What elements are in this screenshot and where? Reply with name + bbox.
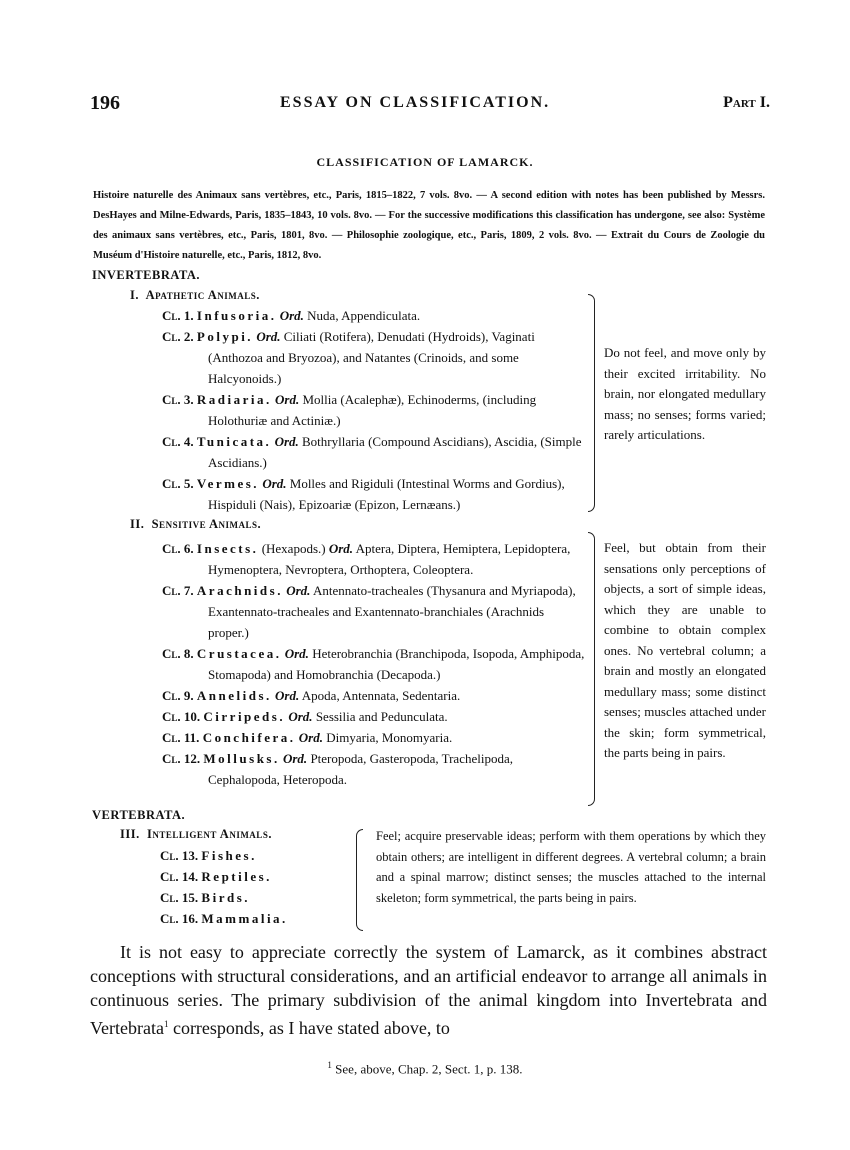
invertebrata-heading: INVERTEBRATA. — [92, 268, 201, 282]
class-entry: Cl. 3. Radiaria. Ord. Mollia (Acalephæ), Echinoderms, (including Holothuriæ and Actiniæ.) — [162, 392, 537, 428]
references-paragraph: Histoire naturelle des Animaux sans vertèbres, etc., Paris, 1815–1822, 7 vols. 8vo. — A second edition with notes has been published by Messrs. DesHayes and Milne-Edwards, Paris, 1835–1843, 10 vols. 8vo. — For the successive modifications this classification has undergone, see also: Système des animaux sans vertèbres, etc., Paris, 1801, 8vo. — Philosophie zoologique, etc., Paris, 1809, 2 vols. 8vo. — Extrait du Cours de Zoologie du Muséum d'Histoire naturelle, etc., Paris, 1812, 8vo. — [93, 190, 765, 261]
class-entry: Cl. 9. Annelids. Ord. Apoda, Antennata, Sedentaria. — [162, 688, 461, 703]
class-entry: Cl. 12. Mollusks. Ord. Pteropoda, Gasteropoda, Trachelipoda, Cephalopoda, Heteropoda. — [162, 751, 513, 787]
class-entry: Cl. 2. Polypi. Ord. Ciliati (Rotifera), Denudati (Hydroids), Vaginati (Anthozoa and Bryozoa), and Natantes (Crinoids, and some Halcyonoids.) — [162, 329, 535, 386]
group-1-name: Apathetic Animals. — [145, 288, 260, 302]
group-3-name: Intelligent Animals. — [146, 827, 272, 841]
part-label: Part I. — [723, 94, 770, 111]
class-entry: Cl. 7. Arachnids. Ord. Antennato-tracheales (Thysanura and Myriapoda), Exantennato-tracheales and Exantennato-branchiales (Arachnids proper.) — [162, 583, 576, 640]
class-entry: Cl. 1. Infusoria. Ord. Nuda, Appendiculata. — [162, 308, 421, 323]
class-entry: Cl. 11. Conchifera. Ord. Dimyaria, Monomyaria. — [162, 730, 453, 745]
footnote-marker: 1 — [327, 1060, 332, 1070]
class-entry: Cl. 6. Insects. (Hexapods.) Ord. Aptera, Diptera, Hemiptera, Lepidoptera, Hymenoptera, Nevroptera, Orthoptera, Coleoptera. — [162, 541, 571, 577]
footnote — [0, 1060, 850, 1077]
footnote-reference: 1 — [163, 1019, 169, 1029]
group-1-numeral: I. — [130, 288, 139, 302]
group-2-class-list — [162, 538, 586, 790]
footnote-text: See, above, Chap. 2, Sect. 1, p. 138. — [331, 1061, 523, 1077]
class-entry: Cl. 8. Crustacea. Ord. Heterobranchia (Branchipoda, Isopoda, Amphipoda, Stomapoda) and Homobranchia (Decapoda.) — [162, 646, 585, 682]
class-entry: Cl. 16. Mammalia. — [160, 911, 288, 926]
class-entry: Cl. 10. Cirripeds. Ord. Sessilia and Pedunculata. — [162, 709, 448, 724]
section-title: CLASSIFICATION OF LAMARCK. — [316, 155, 534, 169]
page-number: 196 — [90, 92, 120, 114]
running-title: ESSAY ON CLASSIFICATION. — [280, 94, 551, 111]
group-1-class-list — [162, 305, 586, 515]
group-1-brace — [588, 294, 595, 512]
group-2-numeral: II. — [130, 517, 145, 531]
group-3-note: Feel; acquire preservable ideas; perform with them operations by which they obtain others; are intelligent in different degrees. A vertebral column; a brain and a spinal marrow; distinct senses; the muscles attached to the internal skeleton; form symmetrical, the parts being in pairs. — [376, 829, 766, 905]
vertebrata-heading: VERTEBRATA. — [92, 808, 186, 822]
class-entry: Cl. 4. Tunicata. Ord. Bothryllaria (Compound Ascidians), Ascidia, (Simple Ascidians.) — [162, 434, 582, 470]
group-3-brace — [356, 829, 363, 931]
group-3-class-list — [160, 845, 350, 929]
group-1-heading — [130, 288, 260, 303]
group-3-heading — [120, 827, 272, 842]
class-entry: Cl. 5. Vermes. Ord. Molles and Rigiduli (Intestinal Worms and Gordius), Hispiduli (Nais), Epizoariæ (Epizon, Lernæans.) — [162, 476, 565, 512]
group-2-note: Feel, but obtain from their sensations only perceptions of objects, a sort of simple ideas, which they are unable to combine to obtain complex ones. No vertebral column; a brain and mostly an elongated medullary mass; some distinct senses; muscles attached under the skin; form symmetrical, the parts being in pairs. — [604, 540, 766, 760]
group-2-brace — [588, 532, 595, 806]
page-header — [90, 92, 770, 120]
class-entry: Cl. 15. Birds. — [160, 890, 250, 905]
body-paragraph: It is not easy to appreciate correctly the system of Lamarck, as it combines abstract conceptions with structural considerations, and an artificial endeavor to arrange all animals in continuous series. The primary subdivision of the animal kingdom into Invertebrata and Vertebrata$^1$ corresponds, as I have stated above, to — [90, 942, 767, 1038]
group-2-name: Sensitive Animals. — [151, 517, 262, 531]
group-2-heading — [130, 517, 261, 532]
group-3-numeral: III. — [120, 827, 140, 841]
class-entry: Cl. 14. Reptiles. — [160, 869, 272, 884]
group-1-note: Do not feel, and move only by their excited irritability. No brain, nor elongated medullary mass; no senses; forms varied; rarely articulations. — [604, 345, 766, 442]
class-entry: Cl. 13. Fishes. — [160, 848, 257, 863]
